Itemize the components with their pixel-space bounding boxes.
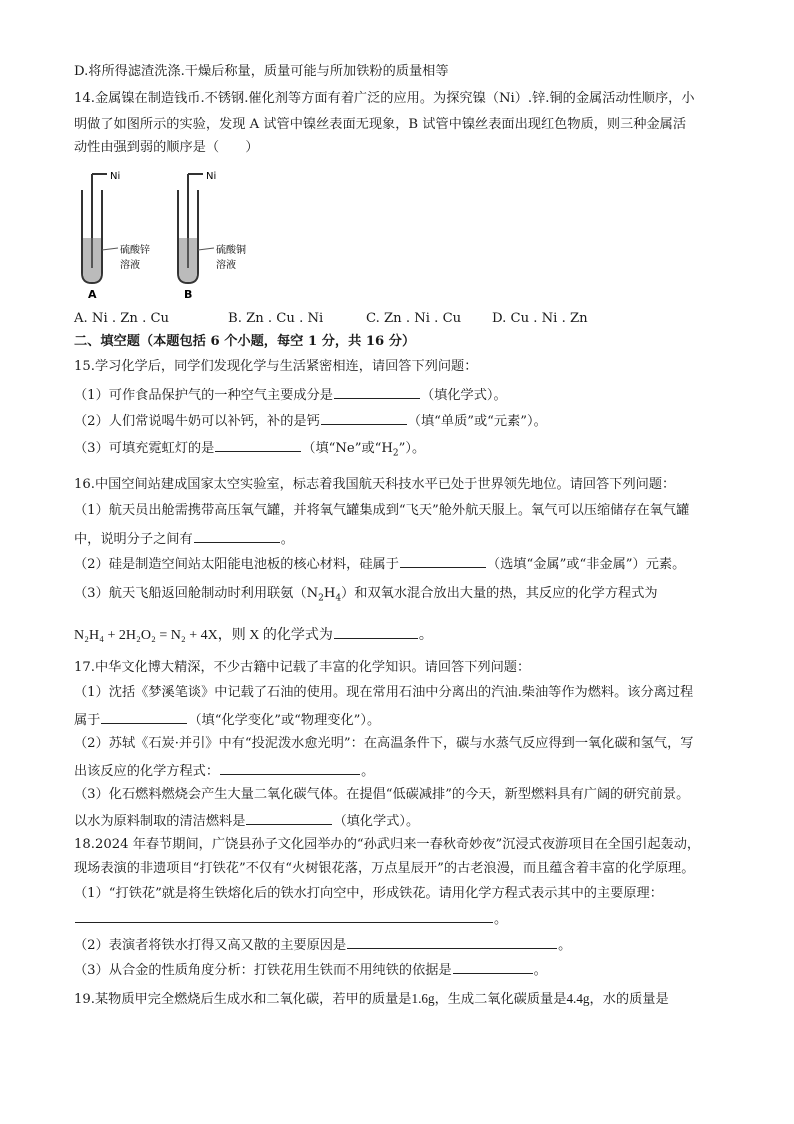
q16-equation: N₂H₄ + 2H₂O₂ = N₂ + 4X xyxy=(74,628,218,643)
q16-part2-hint: （选填“金属”或“非金属”）元素。 xyxy=(486,557,686,572)
q18-stem-line2: 现场表演的非遗项目“打铁花”不仅有“火树银花落，万点星辰开”的古老浪漫，而且蕴含着丰富的化学原理。 xyxy=(74,861,695,876)
q17-part2-end: 。 xyxy=(361,764,375,779)
q18-part1-end: 。 xyxy=(494,912,508,927)
tube-a-label: A xyxy=(88,288,97,301)
q15-part1-hint: （填化学式）。 xyxy=(420,388,507,403)
q17-stem: 17.中华文化博大精深，不少古籍中记载了丰富的化学知识。请回答下列问题： xyxy=(74,660,531,675)
q15-blank-2[interactable] xyxy=(321,410,407,425)
q16-part3-sub2: 4 xyxy=(335,593,342,604)
tube-b-solution-1: 硫酸铜 xyxy=(216,245,246,256)
q19-text-b: ，生成二氧化碳质量是 xyxy=(434,992,567,1007)
q16-blank-2[interactable] xyxy=(400,553,486,568)
tube-b xyxy=(178,171,246,301)
q18-blank-1[interactable] xyxy=(75,908,493,923)
test-tube-figure xyxy=(74,168,254,303)
q17-part3-text: 以水为原料制取的清洁燃料是 xyxy=(74,814,246,829)
q18-part2-end: 。 xyxy=(558,938,572,953)
q15-part1 xyxy=(74,384,507,405)
q14-stem-line1: 14.金属镍在制造钱币.不锈钢.催化剂等方面有着广泛的应用。为探究镍（Ni）.锌.铜的金属活动性顺序，小 xyxy=(74,91,695,106)
q17-part3-hint: （填化学式）。 xyxy=(333,814,420,829)
q13-option-d: D.将所得滤渣洗涤.干燥后称量，质量可能与所加铁粉的质量相等 xyxy=(74,64,449,79)
q18-part1-line2 xyxy=(74,908,507,929)
q18-part3 xyxy=(74,959,547,980)
section-2-heading: 二、填空题（本题包括 6 个小题，每空 1 分，共 16 分） xyxy=(74,334,416,349)
q16-part1-text: 中，说明分子之间有 xyxy=(74,532,193,547)
q15-stem: 15.学习化学后，同学们发现化学与生活紧密相连，请回答下列问题： xyxy=(74,359,478,374)
q18-part3-text: （3）从合金的性质角度分析：打铁花用生铁而不用纯铁的依据是 xyxy=(74,963,452,978)
tube-a-metal: Ni xyxy=(110,171,121,182)
q16-equation-tail: ，则 X 的化学式为 xyxy=(217,628,333,643)
q15-part3-text: （3）可填充霓虹灯的是 xyxy=(74,441,215,456)
q16-stem: 16.中国空间站建成国家太空实验室，标志着我国航天科技水平已处于世界领先地位。请回答下列问题： xyxy=(74,477,676,492)
q14-stem-line2: 明做了如图所示的实验，发现 A 试管中镍丝表面无现象，B 试管中镍丝表面出现红色物质，则三种金属活 xyxy=(74,117,687,132)
q15-part3 xyxy=(74,437,425,463)
tube-a-solution-1: 硫酸锌 xyxy=(120,245,150,256)
q18-part2 xyxy=(74,934,571,955)
q19-text-c: ，水的质量是 xyxy=(589,992,669,1007)
q19-mass-2: 4.4g xyxy=(566,991,590,1006)
q18-blank-3[interactable] xyxy=(453,959,533,974)
q19-mass-1: 1.6g xyxy=(411,991,435,1006)
q15-part2-hint: （填“单质”或“元素”）。 xyxy=(407,414,547,429)
q15-part3-end: ”）。 xyxy=(398,441,426,456)
q18-part3-end: 。 xyxy=(533,963,547,978)
q16-part2 xyxy=(74,553,685,574)
q15-part3-hint: （填“Ne”或“H xyxy=(302,441,393,456)
q14-option-d: D. Cu . Ni . Zn xyxy=(492,311,588,326)
tube-b-label: B xyxy=(184,288,193,301)
q15-part2 xyxy=(74,410,547,431)
q17-blank-2[interactable] xyxy=(220,760,360,775)
q17-part1-text: 属于 xyxy=(74,713,101,728)
q16-part1-line2 xyxy=(74,528,294,549)
q16-part3-h: H xyxy=(323,586,336,601)
q15-blank-1[interactable] xyxy=(334,384,420,399)
tube-b-solution-2: 溶液 xyxy=(216,260,236,271)
q16-part3-sub1: 2 xyxy=(318,593,324,604)
q17-blank-1[interactable] xyxy=(101,709,187,724)
tube-a-solution-2: 溶液 xyxy=(120,260,140,271)
q14-option-b: B. Zn . Cu . Ni xyxy=(228,311,324,326)
q15-part1-text: （1）可作食品保护气的一种空气主要成分是 xyxy=(74,388,333,403)
q17-part3-line1: （3）化石燃料燃烧会产生大量二氧化碳气体。在提倡“低碳减排”的今天，新型燃料具有广阔的研究前景。 xyxy=(74,787,690,802)
q16-part1-end: 。 xyxy=(280,532,294,547)
q18-blank-2[interactable] xyxy=(347,934,557,949)
q18-part1-line1: （1）“打铁花”就是将生铁熔化后的铁水打向空中，形成铁花。请用化学方程式表示其中的主要原理： xyxy=(74,886,663,901)
tube-b-metal: Ni xyxy=(206,171,217,182)
q16-part1-line1: （1）航天员出舱需携带高压氧气罐，并将氧气罐集成到“飞天”舱外航天服上。氧气可以压缩储存在氧气罐 xyxy=(74,503,690,518)
q15-part3-sub: 2 xyxy=(392,448,399,459)
q18-part2-text: （2）表演者将铁水打得又高又散的主要原因是 xyxy=(74,938,347,953)
q17-part2-line2 xyxy=(74,760,374,781)
q17-blank-3[interactable] xyxy=(246,810,332,825)
q14-option-a: A. Ni . Zn . Cu xyxy=(74,311,170,326)
q17-part2-line1: （2）苏轼《石炭·并引》中有“投泥泼水愈光明”：在高温条件下，碳与水蒸气反应得到一氧化碳和氢气，写 xyxy=(74,736,694,751)
q14-option-c: C. Zn . Ni . Cu xyxy=(366,311,462,326)
q14-stem-line3: 动性由强到弱的顺序是（ ） xyxy=(74,140,259,155)
q16-equation-end: 。 xyxy=(418,628,433,643)
q16-part2-text: （2）硅是制造空间站太阳能电池板的核心材料，硅属于 xyxy=(74,557,399,572)
q17-part2-text: 出该反应的化学方程式： xyxy=(74,764,220,779)
q19-text-a: 19.某物质甲完全燃烧后生成水和二氧化碳，若甲的质量是 xyxy=(74,992,412,1007)
q17-part3-line2 xyxy=(74,810,419,831)
q17-part1-line2 xyxy=(74,709,380,730)
q16-part3-text2: ）和双氧水混合放出大量的热，其反应的化学方程式为 xyxy=(341,586,658,601)
q16-blank-1[interactable] xyxy=(194,528,280,543)
q18-stem-line1: 18.2024 年春节期间，广饶县孙子文化园举办的“孙武归来一春秋奇妙夜”沉浸式夜游项目在全国引起轰动， xyxy=(74,837,701,852)
q16-blank-3[interactable] xyxy=(334,624,418,639)
tube-a xyxy=(82,171,150,301)
q16-equation-line xyxy=(74,624,433,644)
q16-part3-text: （3）航天飞船返回舱制动时利用联氨（N xyxy=(74,586,319,601)
q16-part3 xyxy=(74,585,658,608)
q15-part2-text: （2）人们常说喝牛奶可以补钙，补的是钙 xyxy=(74,414,320,429)
q17-part1-hint: （填“化学变化”或“物理变化”）。 xyxy=(188,713,381,728)
q17-part1-line1: （1）沈括《梦溪笔谈》中记载了石油的使用。现在常用石油中分离出的汽油.柴油等作为燃料。该分离过程 xyxy=(74,685,694,700)
q19-stem xyxy=(74,990,669,1009)
q15-blank-3[interactable] xyxy=(215,437,301,452)
